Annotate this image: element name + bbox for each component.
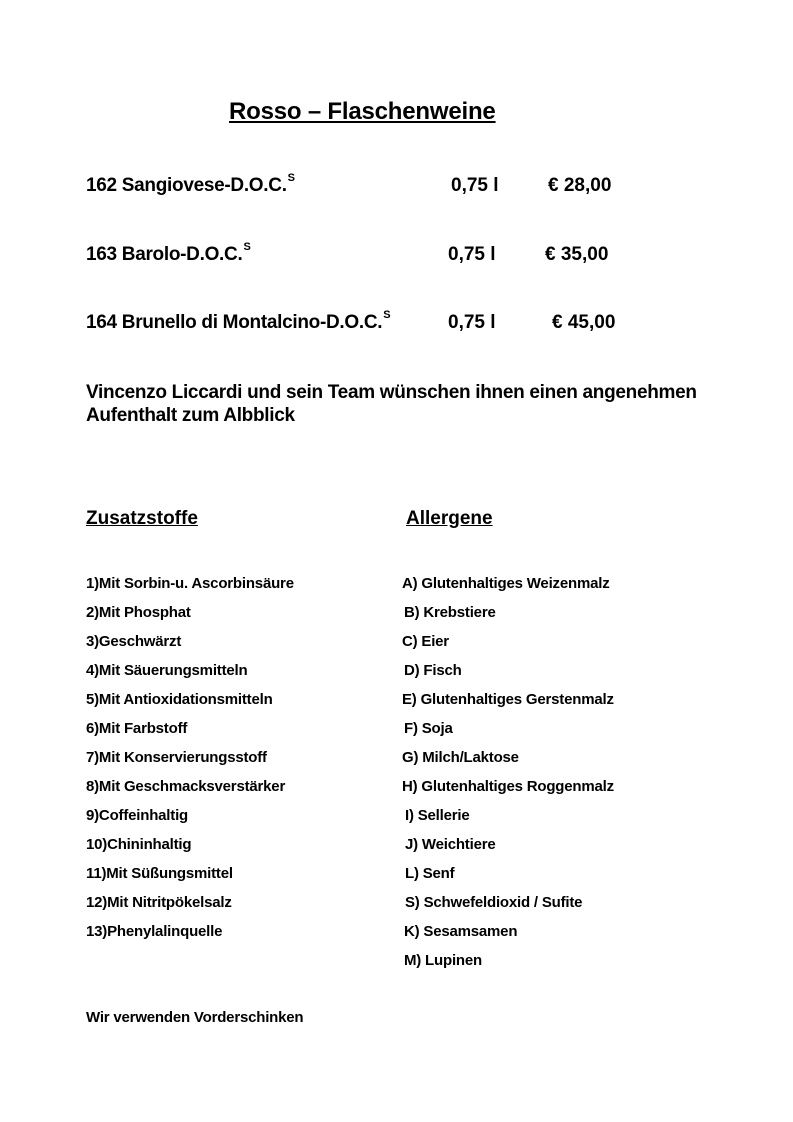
additive-item: 10)Chininhaltig: [86, 836, 192, 853]
allergen-item: D) Fisch: [404, 662, 462, 679]
wine-volume: 0,75 l: [448, 244, 496, 265]
additive-item: 2)Mit Phosphat: [86, 604, 191, 621]
wine-price: € 45,00: [552, 312, 616, 333]
allergen-item: M) Lupinen: [404, 952, 482, 969]
wine-name: 162 Sangiovese-D.O.C.$^S$: [86, 172, 295, 196]
wine-row-162: [86, 172, 706, 205]
allergen-item: I) Sellerie: [405, 807, 470, 824]
wine-mark: S: [287, 172, 295, 184]
additive-item: 11)Mit Süßungsmittel: [86, 865, 233, 882]
wine-name: 163 Barolo-D.O.C.$^S$: [86, 241, 251, 265]
additive-item: 9)Coffeinhaltig: [86, 807, 188, 824]
wine-volume: 0,75 l: [448, 312, 496, 333]
allergen-item: E) Glutenhaltiges Gerstenmalz: [402, 691, 614, 708]
allergen-item: A) Glutenhaltiges Weizenmalz: [402, 575, 610, 592]
wine-name: 164 Brunello di Montalcino-D.O.C.$^S$: [86, 309, 391, 333]
allergen-item: H) Glutenhaltiges Roggenmalz: [402, 778, 614, 795]
wine-price: € 28,00: [548, 175, 612, 196]
allergen-item: S) Schwefeldioxid / Sufite: [405, 894, 583, 911]
additive-item: 6)Mit Farbstoff: [86, 720, 188, 737]
additive-item: 7)Mit Konservierungsstoff: [86, 749, 267, 766]
additive-item: 13)Phenylalinquelle: [86, 923, 223, 940]
additive-item: 4)Mit Säuerungsmitteln: [86, 662, 248, 679]
allergens-heading: Allergene: [406, 508, 493, 529]
additive-item: 8)Mit Geschmacksverstärker: [86, 778, 286, 795]
additive-item: 3)Geschwärzt: [86, 633, 182, 650]
allergen-item: J) Weichtiere: [405, 836, 496, 853]
allergen-item: L) Senf: [405, 865, 455, 882]
wine-mark: S: [243, 241, 251, 253]
allergen-item: K) Sesamsamen: [404, 923, 518, 940]
allergen-item: G) Milch/Laktose: [402, 749, 519, 766]
allergen-item: C) Eier: [402, 633, 449, 650]
additives-list: [86, 574, 294, 951]
wine-price: € 35,00: [545, 244, 609, 265]
wine-row-163: [86, 241, 706, 274]
additive-item: 1)Mit Sorbin-u. Ascorbinsäure: [86, 575, 294, 592]
allergens-list: [402, 574, 614, 980]
additive-item: 5)Mit Antioxidationsmitteln: [86, 691, 273, 708]
footnote: Wir verwenden Vorderschinken: [86, 1009, 304, 1026]
wine-volume: 0,75 l: [451, 175, 499, 196]
additives-heading: Zusatzstoffe: [86, 508, 198, 529]
wine-mark: S: [383, 309, 391, 321]
wine-row-164: [86, 309, 706, 342]
allergen-item: B) Krebstiere: [404, 604, 496, 621]
additive-item: 12)Mit Nitritpökelsalz: [86, 894, 232, 911]
greeting-text: Vincenzo Liccardi und sein Team wünschen ihnen einen angenehmen Aufenthalt zum Albblick: [86, 382, 697, 426]
page-title: Rosso – Flaschenweine: [229, 98, 496, 125]
allergen-item: F) Soja: [404, 720, 453, 737]
